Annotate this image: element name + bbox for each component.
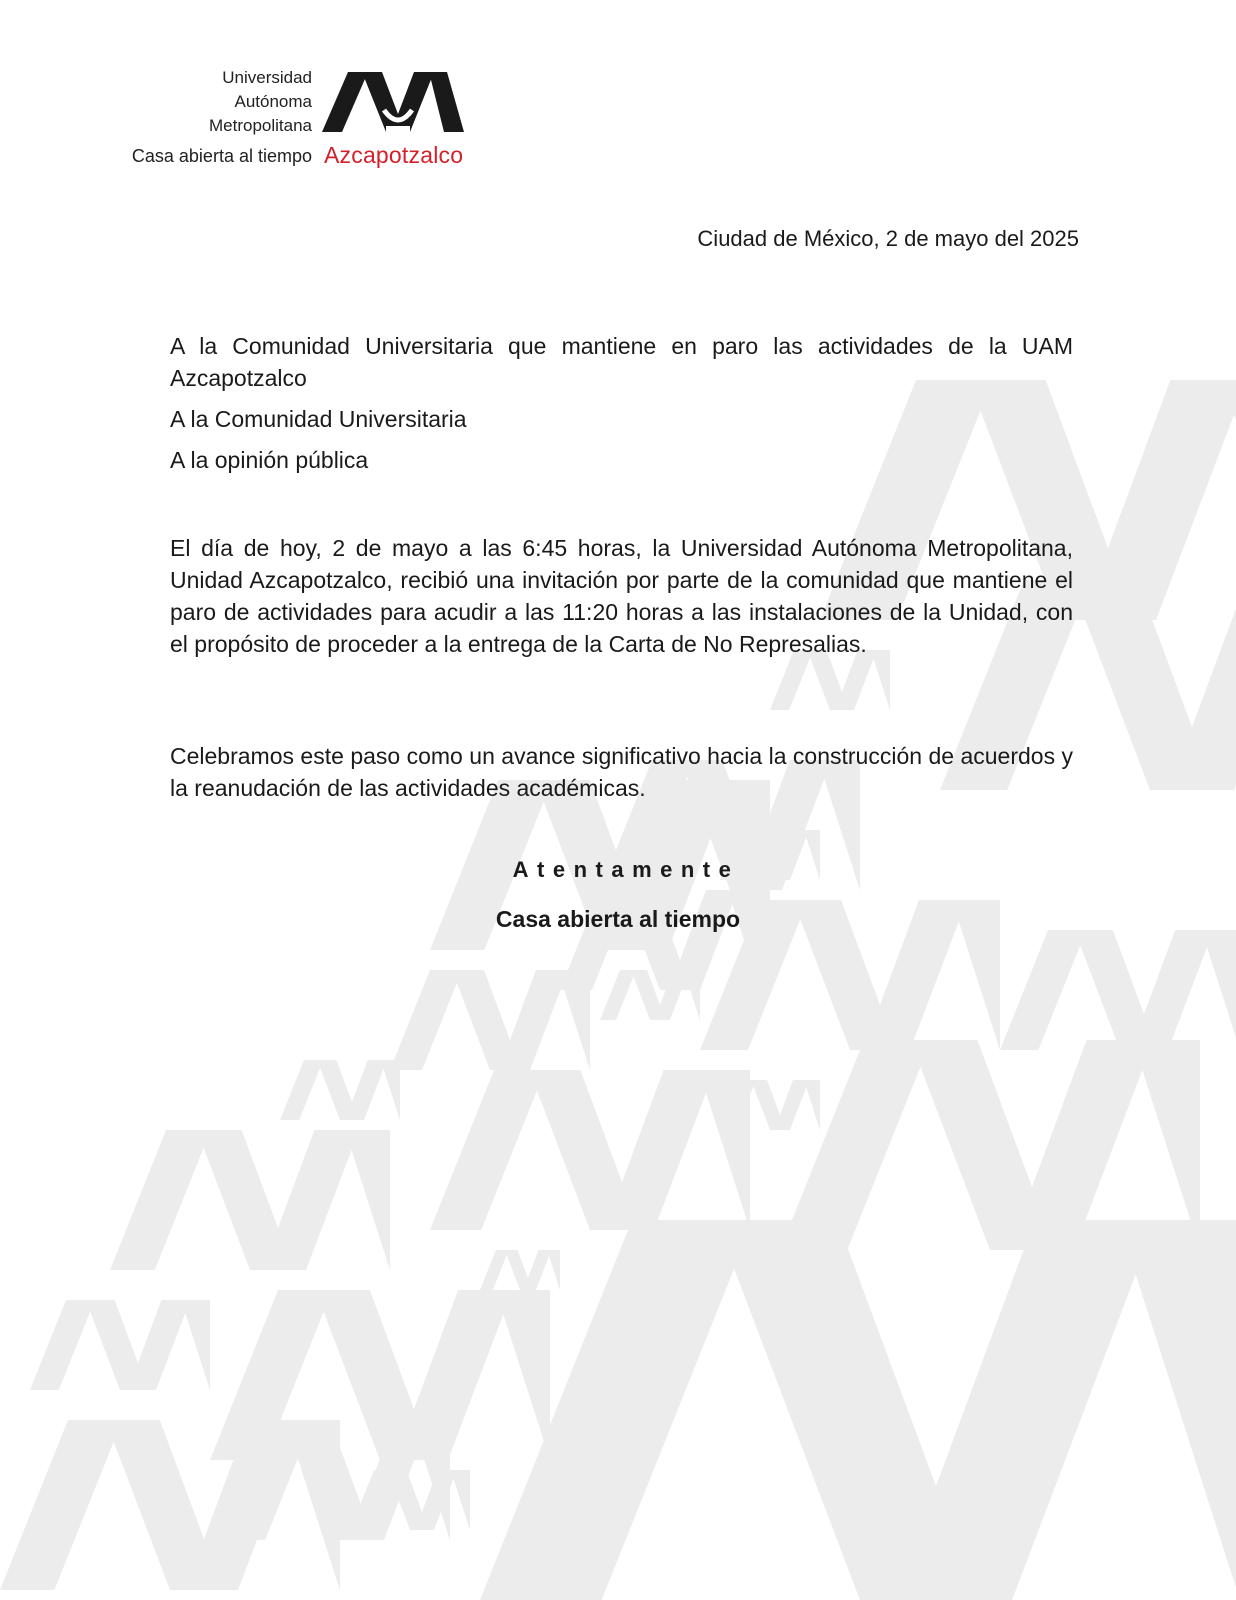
signature-motto: Casa abierta al tiempo xyxy=(495,906,741,932)
campus-name: Azcapotzalco xyxy=(324,142,464,168)
body-paragraph-2: Celebramos este paso como un avance significativo hacia la construcción de acuerdos y la reanudación de las actividades académicas. xyxy=(170,743,1073,801)
institution-line-3: Metropolitana xyxy=(208,116,312,135)
institution-line-2: Autónoma xyxy=(234,92,312,111)
letter-date: Ciudad de México, 2 de mayo del 2025 xyxy=(697,226,1079,251)
body-paragraph-1: El día de hoy, 2 de mayo a las 6:45 horas, la Universidad Autónoma Metropolitana, Unidad Azcapotzalco, recibió una invitación por parte de la comunidad que mantiene el paro de actividades para acudir a las 11:20 horas a las instalaciones de la Unidad, con el propósito de proceder a la entrega de la Carta de No Represalias. xyxy=(170,535,1073,657)
recipient-2: A la Comunidad Universitaria xyxy=(170,406,467,432)
closing-salutation: Atentamente xyxy=(512,857,740,882)
recipient-3: A la opinión pública xyxy=(170,447,369,473)
uam-logo-icon xyxy=(322,70,464,134)
recipient-1: A la Comunidad Universitaria que mantiene en paro las actividades de la UAM Azcapotzalco xyxy=(170,333,1073,391)
institution-name xyxy=(100,66,312,166)
recipients-block xyxy=(170,330,1073,485)
institution-line-1: Universidad xyxy=(222,68,312,87)
header-motto: Casa abierta al tiempo xyxy=(131,146,312,166)
